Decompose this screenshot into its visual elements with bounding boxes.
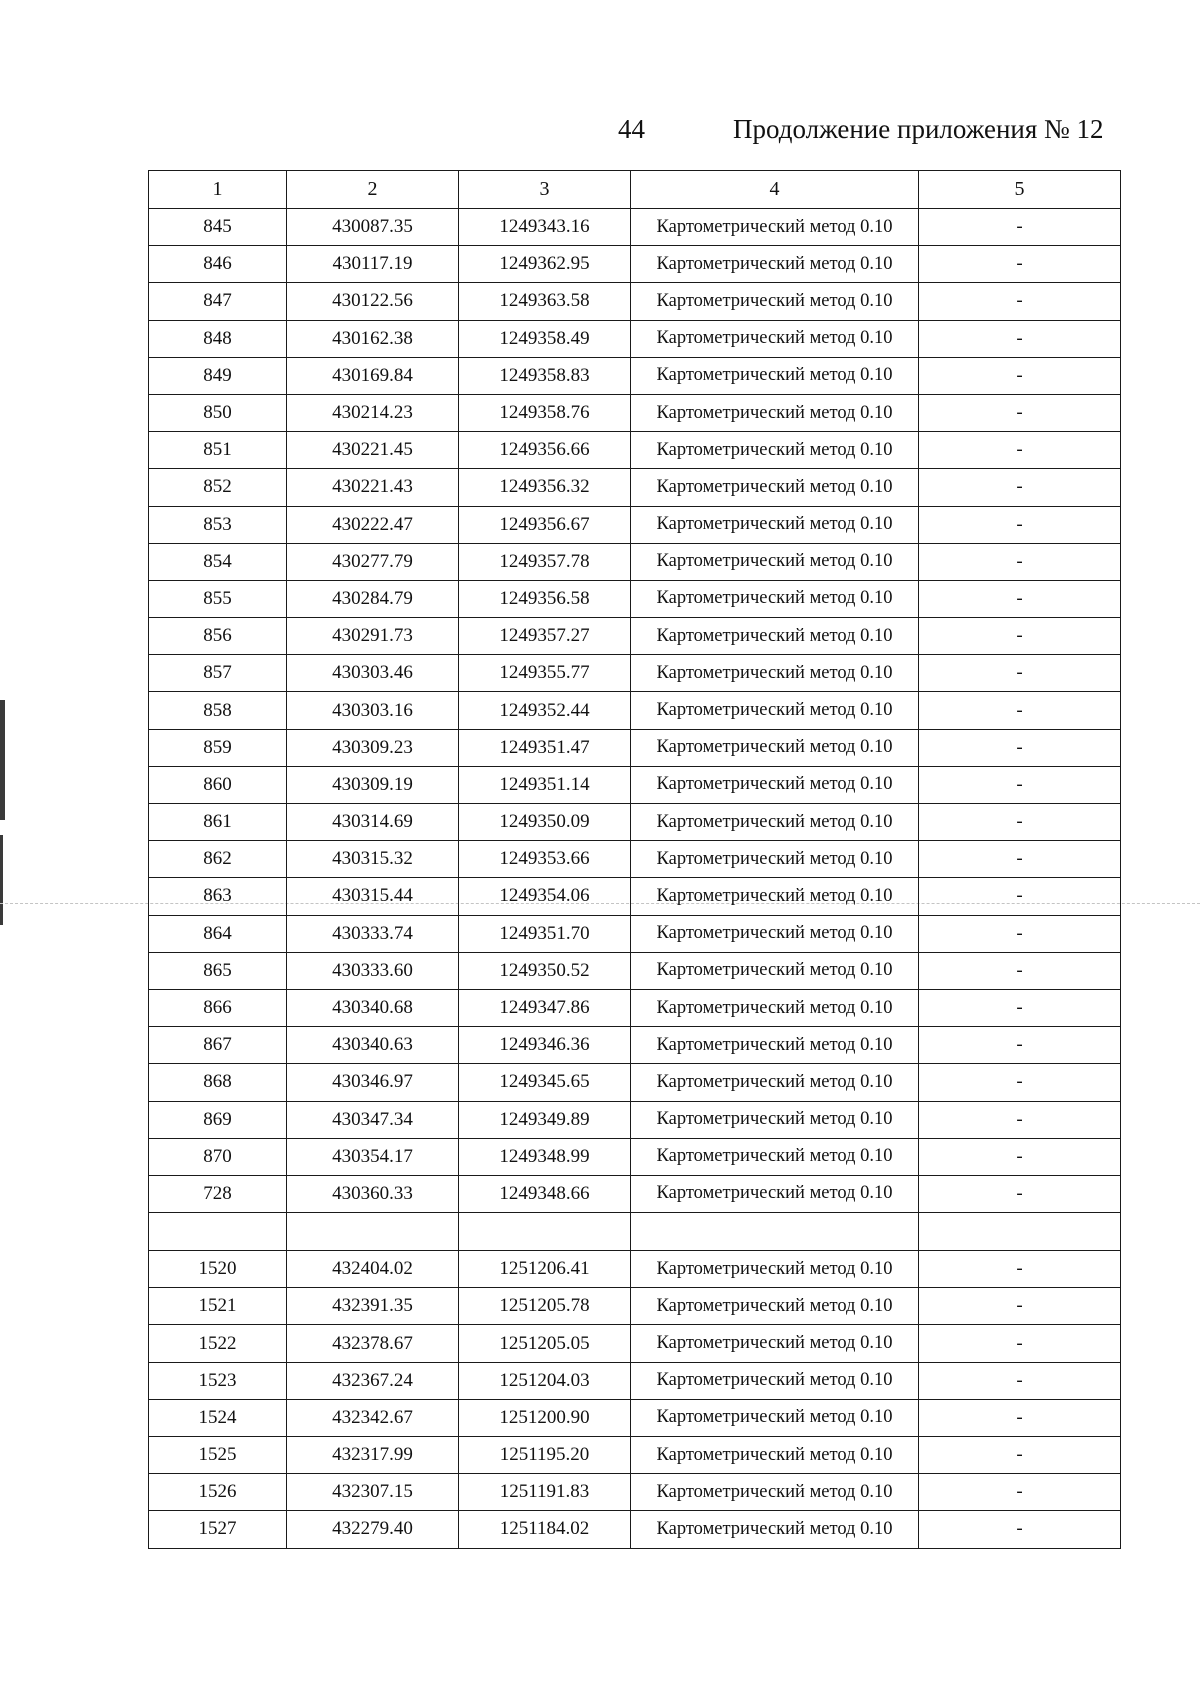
method-cell: Картометрический метод 0.10 (631, 1362, 919, 1399)
method-cell: Картометрический метод 0.10 (631, 394, 919, 431)
column-header: 4 (631, 171, 919, 209)
method-cell: Картометрический метод 0.10 (631, 915, 919, 952)
x-coordinate-cell: 430309.23 (287, 729, 459, 766)
point-number-cell: 847 (149, 283, 287, 320)
point-number-cell: 869 (149, 1101, 287, 1138)
y-coordinate-cell: 1249352.44 (459, 692, 631, 729)
y-coordinate-cell: 1251200.90 (459, 1399, 631, 1436)
table-header-row (149, 171, 1121, 209)
note-cell: - (919, 283, 1121, 320)
method-cell (631, 1213, 919, 1251)
table-row (149, 1251, 1121, 1288)
table-row (149, 357, 1121, 394)
x-coordinate-cell: 430221.45 (287, 432, 459, 469)
x-coordinate-cell: 432378.67 (287, 1325, 459, 1362)
method-cell: Картометрический метод 0.10 (631, 209, 919, 246)
note-cell: - (919, 209, 1121, 246)
point-number-cell: 856 (149, 618, 287, 655)
method-cell: Картометрический метод 0.10 (631, 655, 919, 692)
method-cell: Картометрический метод 0.10 (631, 320, 919, 357)
point-number-cell: 866 (149, 989, 287, 1026)
method-cell: Картометрический метод 0.10 (631, 543, 919, 580)
method-cell: Картометрический метод 0.10 (631, 1138, 919, 1175)
x-coordinate-cell: 430087.35 (287, 209, 459, 246)
y-coordinate-cell: 1249346.36 (459, 1027, 631, 1064)
x-coordinate-cell: 432367.24 (287, 1362, 459, 1399)
note-cell: - (919, 1288, 1121, 1325)
note-cell: - (919, 1138, 1121, 1175)
point-number-cell: 870 (149, 1138, 287, 1175)
y-coordinate-cell: 1249345.65 (459, 1064, 631, 1101)
note-cell: - (919, 618, 1121, 655)
method-cell: Картометрический метод 0.10 (631, 878, 919, 915)
y-coordinate-cell: 1251191.83 (459, 1474, 631, 1511)
method-cell: Картометрический метод 0.10 (631, 729, 919, 766)
table-row (149, 432, 1121, 469)
note-cell: - (919, 989, 1121, 1026)
point-number-cell: 853 (149, 506, 287, 543)
x-coordinate-cell: 430314.69 (287, 804, 459, 841)
y-coordinate-cell: 1249357.27 (459, 618, 631, 655)
table-row (149, 618, 1121, 655)
y-coordinate-cell: 1249348.99 (459, 1138, 631, 1175)
method-cell: Картометрический метод 0.10 (631, 841, 919, 878)
point-number-cell: 867 (149, 1027, 287, 1064)
y-coordinate-cell: 1249353.66 (459, 841, 631, 878)
note-cell: - (919, 692, 1121, 729)
point-number-cell: 1523 (149, 1362, 287, 1399)
x-coordinate-cell: 430221.43 (287, 469, 459, 506)
point-number-cell: 864 (149, 915, 287, 952)
table-row (149, 692, 1121, 729)
point-number-cell: 855 (149, 580, 287, 617)
point-number-cell: 858 (149, 692, 287, 729)
table-row (149, 1064, 1121, 1101)
point-number-cell: 848 (149, 320, 287, 357)
note-cell: - (919, 766, 1121, 803)
note-cell: - (919, 580, 1121, 617)
method-cell: Картометрический метод 0.10 (631, 1399, 919, 1436)
note-cell: - (919, 432, 1121, 469)
x-coordinate-cell: 430117.19 (287, 246, 459, 283)
x-coordinate-cell: 430169.84 (287, 357, 459, 394)
x-coordinate-cell: 430315.32 (287, 841, 459, 878)
table-row (149, 1511, 1121, 1548)
point-number-cell (149, 1213, 287, 1251)
point-number-cell: 865 (149, 952, 287, 989)
method-cell: Картометрический метод 0.10 (631, 1064, 919, 1101)
x-coordinate-cell: 430214.23 (287, 394, 459, 431)
y-coordinate-cell: 1249356.67 (459, 506, 631, 543)
x-coordinate-cell (287, 1213, 459, 1251)
y-coordinate-cell: 1251206.41 (459, 1251, 631, 1288)
note-cell: - (919, 357, 1121, 394)
table-row (149, 1138, 1121, 1175)
point-number-cell: 1521 (149, 1288, 287, 1325)
page-header (600, 108, 1140, 152)
y-coordinate-cell: 1249358.76 (459, 394, 631, 431)
table-row (149, 1175, 1121, 1212)
column-header: 3 (459, 171, 631, 209)
method-cell: Картометрический метод 0.10 (631, 1175, 919, 1212)
note-cell: - (919, 1437, 1121, 1474)
point-number-cell: 728 (149, 1175, 287, 1212)
x-coordinate-cell: 430309.19 (287, 766, 459, 803)
point-number-cell: 1520 (149, 1251, 287, 1288)
note-cell: - (919, 1251, 1121, 1288)
method-cell: Картометрический метод 0.10 (631, 618, 919, 655)
method-cell: Картометрический метод 0.10 (631, 1251, 919, 1288)
note-cell: - (919, 543, 1121, 580)
method-cell: Картометрический метод 0.10 (631, 246, 919, 283)
method-cell: Картометрический метод 0.10 (631, 283, 919, 320)
table-row (149, 655, 1121, 692)
table-row (149, 1101, 1121, 1138)
x-coordinate-cell: 432391.35 (287, 1288, 459, 1325)
note-cell: - (919, 469, 1121, 506)
method-cell: Картометрический метод 0.10 (631, 766, 919, 803)
table-row (149, 580, 1121, 617)
y-coordinate-cell: 1249362.95 (459, 246, 631, 283)
page-number: 44 (618, 114, 645, 144)
x-coordinate-cell: 430360.33 (287, 1175, 459, 1212)
y-coordinate-cell: 1249355.77 (459, 655, 631, 692)
point-number-cell: 1525 (149, 1437, 287, 1474)
table-row (149, 1362, 1121, 1399)
table-row (149, 283, 1121, 320)
note-cell: - (919, 320, 1121, 357)
scan-edge-mark (0, 835, 3, 925)
method-cell: Картометрический метод 0.10 (631, 432, 919, 469)
x-coordinate-cell: 432317.99 (287, 1437, 459, 1474)
x-coordinate-cell: 430315.44 (287, 878, 459, 915)
y-coordinate-cell: 1249351.47 (459, 729, 631, 766)
method-cell: Картометрический метод 0.10 (631, 952, 919, 989)
table-row (149, 1399, 1121, 1436)
method-cell: Картометрический метод 0.10 (631, 1437, 919, 1474)
point-number-cell: 863 (149, 878, 287, 915)
column-header: 5 (919, 171, 1121, 209)
note-cell: - (919, 915, 1121, 952)
point-number-cell: 1522 (149, 1325, 287, 1362)
table-row (149, 729, 1121, 766)
note-cell: - (919, 841, 1121, 878)
table-row (149, 1325, 1121, 1362)
y-coordinate-cell: 1249348.66 (459, 1175, 631, 1212)
y-coordinate-cell: 1249347.86 (459, 989, 631, 1026)
note-cell: - (919, 1064, 1121, 1101)
x-coordinate-cell: 430222.47 (287, 506, 459, 543)
y-coordinate-cell: 1249358.49 (459, 320, 631, 357)
method-cell: Картометрический метод 0.10 (631, 1325, 919, 1362)
x-coordinate-cell: 432342.67 (287, 1399, 459, 1436)
table-row (149, 766, 1121, 803)
method-cell: Картометрический метод 0.10 (631, 692, 919, 729)
method-cell: Картометрический метод 0.10 (631, 1511, 919, 1548)
y-coordinate-cell: 1249349.89 (459, 1101, 631, 1138)
y-coordinate-cell: 1251184.02 (459, 1511, 631, 1548)
y-coordinate-cell: 1249363.58 (459, 283, 631, 320)
x-coordinate-cell: 430333.60 (287, 952, 459, 989)
table-row (149, 1437, 1121, 1474)
note-cell: - (919, 878, 1121, 915)
point-number-cell: 851 (149, 432, 287, 469)
y-coordinate-cell: 1249354.06 (459, 878, 631, 915)
appendix-title: Продолжение приложения № 12 (733, 114, 1104, 144)
coordinates-table (148, 170, 1121, 1549)
table-row (149, 1288, 1121, 1325)
x-coordinate-cell: 430340.68 (287, 989, 459, 1026)
x-coordinate-cell: 430303.16 (287, 692, 459, 729)
note-cell: - (919, 729, 1121, 766)
point-number-cell: 861 (149, 804, 287, 841)
method-cell: Картометрический метод 0.10 (631, 506, 919, 543)
y-coordinate-cell: 1249358.83 (459, 357, 631, 394)
note-cell: - (919, 1027, 1121, 1064)
y-coordinate-cell: 1251195.20 (459, 1437, 631, 1474)
table-row (149, 878, 1121, 915)
method-cell: Картометрический метод 0.10 (631, 1474, 919, 1511)
note-cell: - (919, 952, 1121, 989)
method-cell: Картометрический метод 0.10 (631, 357, 919, 394)
note-cell: - (919, 1474, 1121, 1511)
table-row (149, 394, 1121, 431)
point-number-cell: 1524 (149, 1399, 287, 1436)
y-coordinate-cell: 1251205.05 (459, 1325, 631, 1362)
table-row (149, 1027, 1121, 1064)
x-coordinate-cell: 430303.46 (287, 655, 459, 692)
table-row (149, 989, 1121, 1026)
x-coordinate-cell: 430346.97 (287, 1064, 459, 1101)
table-row (149, 320, 1121, 357)
y-coordinate-cell: 1249350.52 (459, 952, 631, 989)
method-cell: Картометрический метод 0.10 (631, 1101, 919, 1138)
table-row (149, 952, 1121, 989)
method-cell: Картометрический метод 0.10 (631, 580, 919, 617)
y-coordinate-cell: 1251204.03 (459, 1362, 631, 1399)
x-coordinate-cell: 430333.74 (287, 915, 459, 952)
y-coordinate-cell: 1249356.66 (459, 432, 631, 469)
method-cell: Картометрический метод 0.10 (631, 1027, 919, 1064)
y-coordinate-cell: 1251205.78 (459, 1288, 631, 1325)
table-row (149, 804, 1121, 841)
method-cell: Картометрический метод 0.10 (631, 1288, 919, 1325)
x-coordinate-cell: 432307.15 (287, 1474, 459, 1511)
y-coordinate-cell: 1249343.16 (459, 209, 631, 246)
table-row (149, 543, 1121, 580)
x-coordinate-cell: 430162.38 (287, 320, 459, 357)
point-number-cell: 1527 (149, 1511, 287, 1548)
note-cell (919, 1213, 1121, 1251)
y-coordinate-cell: 1249351.14 (459, 766, 631, 803)
note-cell: - (919, 655, 1121, 692)
y-coordinate-cell (459, 1213, 631, 1251)
point-number-cell: 850 (149, 394, 287, 431)
y-coordinate-cell: 1249356.32 (459, 469, 631, 506)
point-number-cell: 854 (149, 543, 287, 580)
point-number-cell: 862 (149, 841, 287, 878)
table-row (149, 841, 1121, 878)
y-coordinate-cell: 1249356.58 (459, 580, 631, 617)
point-number-cell: 845 (149, 209, 287, 246)
x-coordinate-cell: 430340.63 (287, 1027, 459, 1064)
x-coordinate-cell: 430284.79 (287, 580, 459, 617)
table-row (149, 469, 1121, 506)
table-row (149, 506, 1121, 543)
note-cell: - (919, 394, 1121, 431)
x-coordinate-cell: 432404.02 (287, 1251, 459, 1288)
table-row (149, 1474, 1121, 1511)
point-number-cell: 849 (149, 357, 287, 394)
note-cell: - (919, 1362, 1121, 1399)
note-cell: - (919, 246, 1121, 283)
table-row (149, 209, 1121, 246)
table-row (149, 915, 1121, 952)
point-number-cell: 868 (149, 1064, 287, 1101)
y-coordinate-cell: 1249351.70 (459, 915, 631, 952)
x-coordinate-cell: 430354.17 (287, 1138, 459, 1175)
scan-edge-mark (0, 700, 5, 820)
note-cell: - (919, 1399, 1121, 1436)
point-number-cell: 860 (149, 766, 287, 803)
column-header: 1 (149, 171, 287, 209)
note-cell: - (919, 804, 1121, 841)
note-cell: - (919, 1325, 1121, 1362)
note-cell: - (919, 1511, 1121, 1548)
note-cell: - (919, 1101, 1121, 1138)
x-coordinate-cell: 430277.79 (287, 543, 459, 580)
table-body (149, 209, 1121, 1549)
column-header: 2 (287, 171, 459, 209)
note-cell: - (919, 1175, 1121, 1212)
point-number-cell: 846 (149, 246, 287, 283)
point-number-cell: 852 (149, 469, 287, 506)
y-coordinate-cell: 1249357.78 (459, 543, 631, 580)
note-cell: - (919, 506, 1121, 543)
x-coordinate-cell: 430122.56 (287, 283, 459, 320)
method-cell: Картометрический метод 0.10 (631, 469, 919, 506)
point-number-cell: 857 (149, 655, 287, 692)
point-number-cell: 1526 (149, 1474, 287, 1511)
method-cell: Картометрический метод 0.10 (631, 989, 919, 1026)
method-cell: Картометрический метод 0.10 (631, 804, 919, 841)
point-number-cell: 859 (149, 729, 287, 766)
x-coordinate-cell: 430291.73 (287, 618, 459, 655)
table-row (149, 246, 1121, 283)
x-coordinate-cell: 432279.40 (287, 1511, 459, 1548)
table-row (149, 1213, 1121, 1251)
y-coordinate-cell: 1249350.09 (459, 804, 631, 841)
x-coordinate-cell: 430347.34 (287, 1101, 459, 1138)
